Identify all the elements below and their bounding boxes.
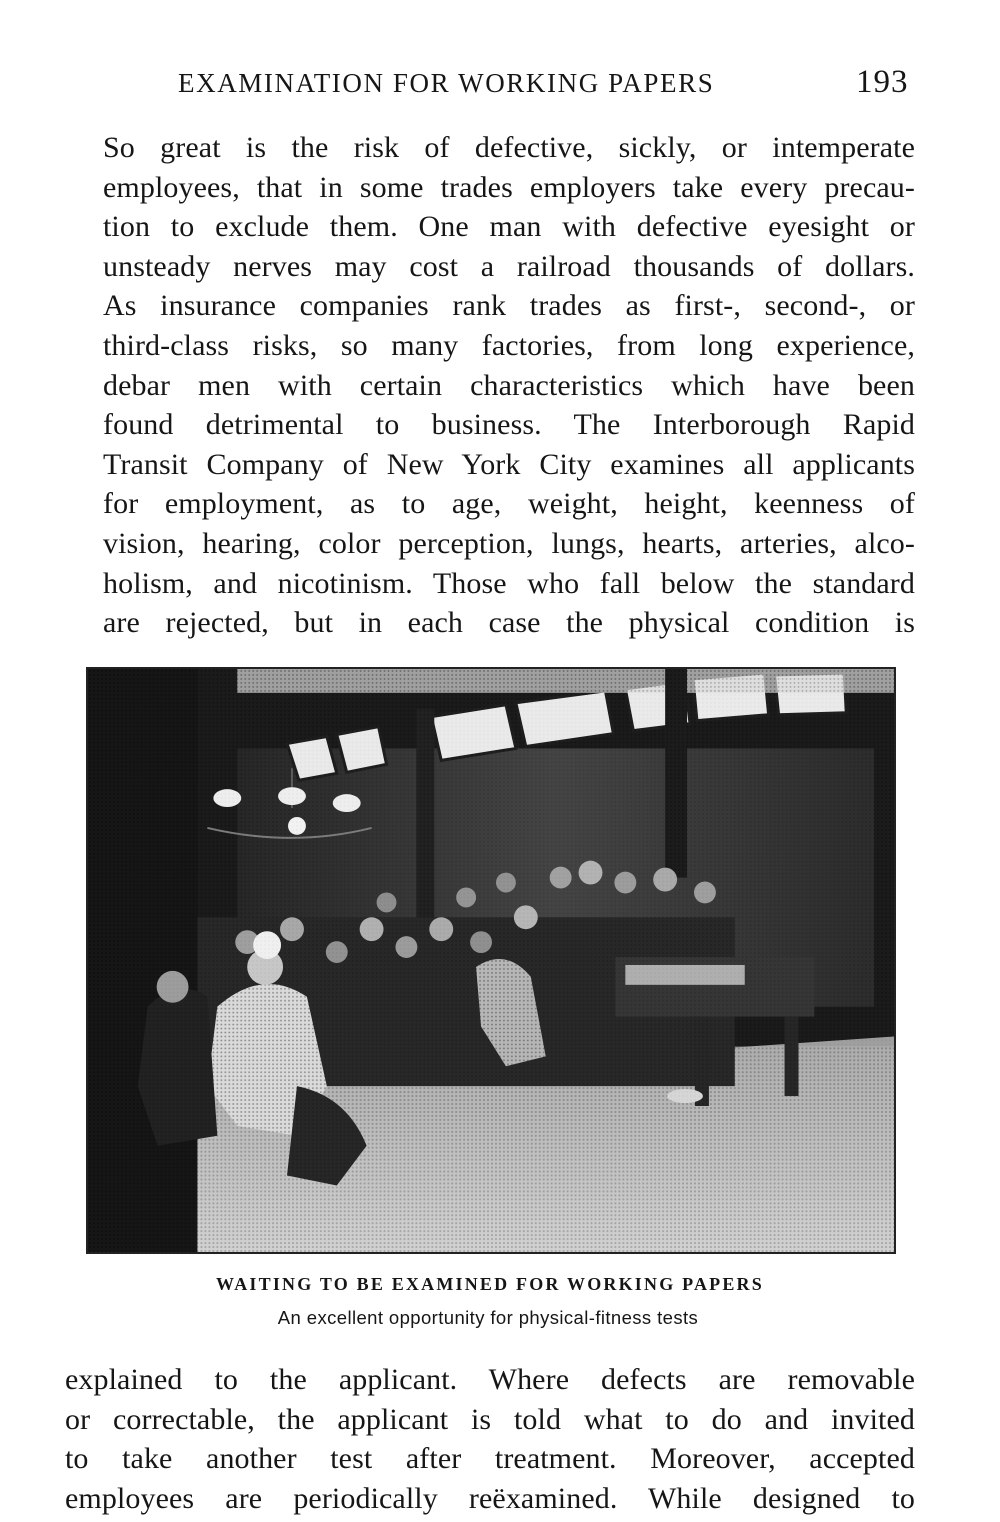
text-line: to take another test after treatment. Moreover, accepted xyxy=(65,1442,915,1476)
page-number: 193 xyxy=(856,64,909,100)
text-line: employees, that in some trades employers take every precau- xyxy=(103,170,915,204)
running-header xyxy=(0,62,1000,106)
text-line: are rejected, but in each case the physical condition is xyxy=(103,606,915,640)
body-paragraph-top xyxy=(65,128,915,643)
photo-illustration xyxy=(88,669,894,1252)
text-line: vision, hearing, color perception, lungs, hearts, arteries, alco- xyxy=(103,526,915,560)
text-line: debar men with certain characteristics which have been xyxy=(103,368,915,402)
text-line: unsteady nerves may cost a railroad thousands of dollars. xyxy=(103,249,915,283)
figure-caption-title: WAITING TO BE EXAMINED FOR WORKING PAPERS xyxy=(216,1274,764,1294)
running-title: EXAMINATION FOR WORKING PAPERS xyxy=(178,68,715,98)
text-line: Transit Company of New York City examines all applicants xyxy=(103,447,915,481)
text-line: holism, and nicotinism. Those who fall below the standard xyxy=(103,566,915,600)
text-line: So great is the risk of defective, sickly, or intemperate xyxy=(103,131,915,164)
figure-caption-subtitle: An excellent opportunity for physical-fitness tests xyxy=(277,1307,699,1328)
waiting-room-photograph xyxy=(86,667,896,1254)
text-line: tion to exclude them. One man with defective eyesight or xyxy=(103,210,915,244)
text-line: As insurance companies rank trades as first-, second-, or xyxy=(103,289,915,323)
text-line: for employment, as to age, weight, height, keenness of xyxy=(103,487,915,521)
text-line: third-class risks, so many factories, from long experience, xyxy=(103,328,915,362)
text-line: employees are periodically reëxamined. While designed to xyxy=(65,1481,915,1515)
text-line: found detrimental to business. The Interborough Rapid xyxy=(103,408,915,442)
text-line: or correctable, the applicant is told what to do and invited xyxy=(65,1402,915,1436)
body-paragraph-bottom xyxy=(65,1360,915,1518)
text-line: explained to the applicant. Where defects are removable xyxy=(65,1363,915,1396)
